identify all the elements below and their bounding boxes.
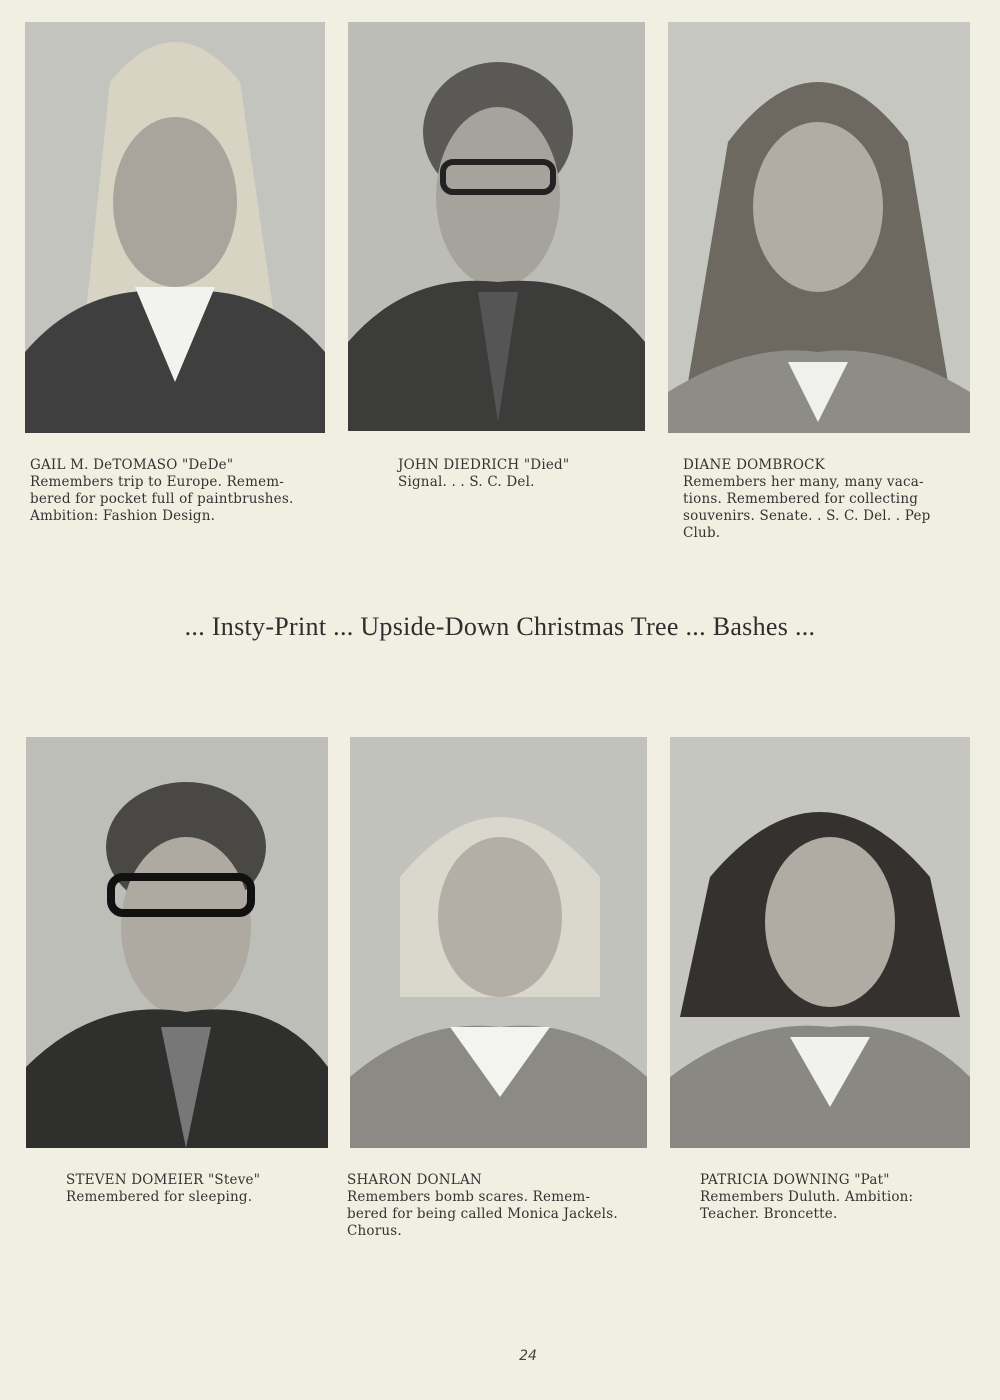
student-caption-steven-domeier: [66, 1172, 260, 1206]
student-note-line: Remembers bomb scares. Remem-: [347, 1189, 591, 1205]
portrait-photo-john-diedrich: [348, 22, 645, 431]
page-number: 24: [519, 1348, 537, 1364]
student-note-line: Chorus.: [347, 1223, 402, 1239]
portrait-photo-patricia-downing: [670, 737, 970, 1148]
portrait-photo-gail-detomaso: [25, 22, 325, 433]
student-note-line: souvenirs. Senate. . S. C. Del. . Pep: [683, 508, 931, 524]
student-note-line: tions. Remembered for collecting: [683, 491, 919, 507]
student-note-line: Remembers Duluth. Ambition:: [700, 1189, 914, 1205]
student-name: SHARON DONLAN: [347, 1172, 482, 1188]
portrait-photo-steven-domeier: [26, 737, 328, 1148]
student-note-line: bered for pocket full of paintbrushes.: [30, 491, 294, 507]
student-note-line: Ambition: Fashion Design.: [30, 508, 216, 524]
student-note-line: Remembers her many, many vaca-: [683, 474, 924, 490]
student-note-line: bered for being called Monica Jackels.: [347, 1206, 618, 1222]
student-note-line: Remembered for sleeping.: [66, 1189, 253, 1205]
student-name: GAIL M. DeTOMASO "DeDe": [30, 457, 234, 473]
student-note-line: Signal. . . S. C. Del.: [398, 474, 535, 490]
student-caption-patricia-downing: [700, 1172, 913, 1223]
student-note-line: Teacher. Broncette.: [700, 1206, 838, 1222]
student-caption-gail-detomaso: [30, 457, 293, 525]
student-caption-john-diedrich: [398, 457, 569, 491]
student-name: STEVEN DOMEIER "Steve": [66, 1172, 261, 1188]
student-note-line: Club.: [683, 525, 721, 541]
portrait-photo-diane-dombrock: [668, 22, 970, 433]
student-name: PATRICIA DOWNING "Pat": [700, 1172, 890, 1188]
student-name: JOHN DIEDRICH "Died": [398, 457, 570, 473]
student-name: DIANE DOMBROCK: [683, 457, 825, 473]
student-caption-sharon-donlan: [347, 1172, 618, 1240]
portrait-photo-sharon-donlan: [350, 737, 647, 1148]
student-caption-diane-dombrock: [683, 457, 931, 542]
page-tagline: ... Insty-Print ... Upside-Down Christmas Tree ... Bashes ...: [184, 612, 816, 641]
student-note-line: Remembers trip to Europe. Remem-: [30, 474, 285, 490]
